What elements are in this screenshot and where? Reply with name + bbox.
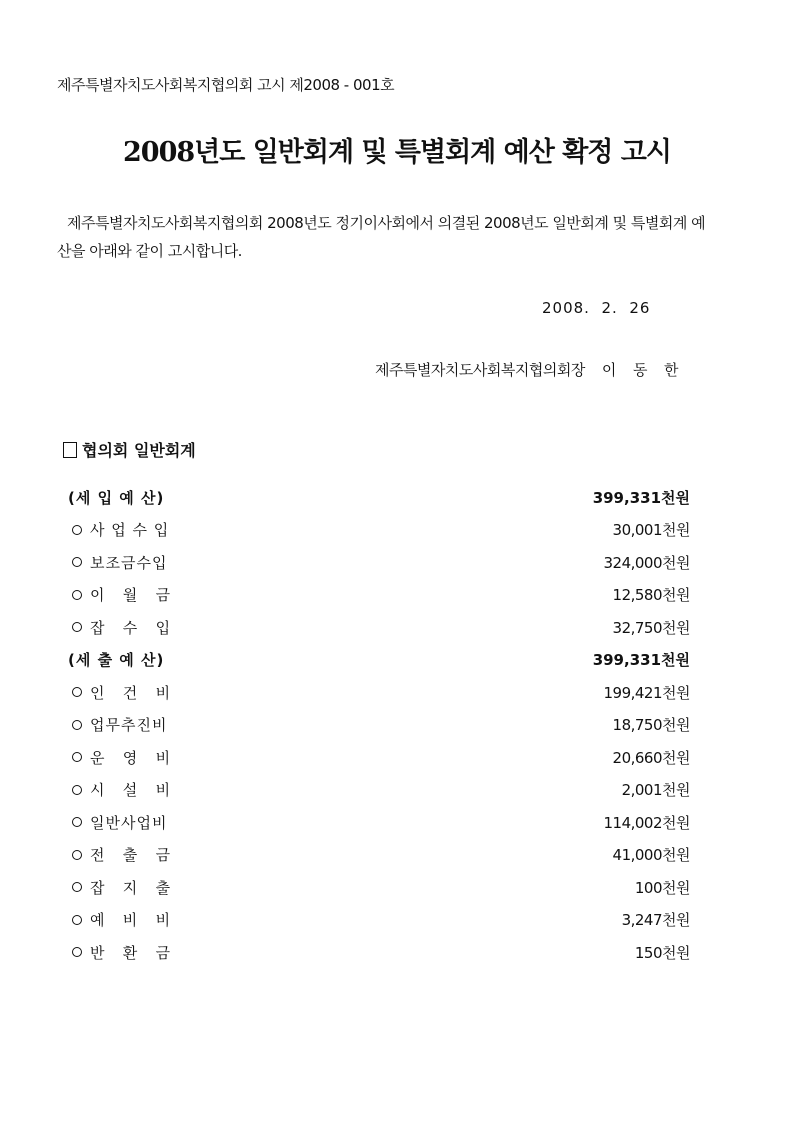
budget-row-label [68, 552, 167, 573]
budget-row-label [68, 682, 171, 703]
budget-row-label [68, 877, 171, 898]
budget-row [68, 611, 690, 644]
circle-bullet-icon [72, 720, 82, 730]
revenue-items [68, 514, 690, 644]
item-label: 전 출 금 [90, 846, 172, 865]
budget-row-label [68, 812, 167, 833]
budget-row [68, 546, 690, 579]
item-amount: 150천원 [634, 943, 690, 962]
item-label: 일반사업비 [90, 813, 168, 832]
item-amount: 114,002천원 [603, 813, 690, 832]
item-amount: 18,750천원 [612, 716, 690, 735]
expense-header-label: (세 출 예 산) [68, 651, 165, 670]
revenue-header-label: (세 입 예 산) [68, 488, 165, 507]
expense-total: 399,331천원 [592, 651, 690, 670]
item-amount: 12,580천원 [612, 586, 690, 605]
item-label: 보조금수입 [90, 553, 168, 572]
item-label: 업무추진비 [90, 716, 168, 735]
item-amount: 100천원 [634, 878, 690, 897]
item-label: 반 환 금 [90, 943, 172, 962]
budget-row-label [68, 747, 171, 768]
notice-number: 제주특별자치도사회복지협의회 고시 제2008 - 001호 [57, 76, 395, 94]
expense-items [68, 676, 690, 969]
budget-row-label [68, 844, 171, 865]
circle-bullet-icon [72, 687, 82, 697]
circle-bullet-icon [72, 525, 82, 535]
item-amount: 20,660천원 [612, 748, 690, 767]
budget-row [68, 904, 690, 937]
circle-bullet-icon [72, 850, 82, 860]
budget-row [68, 676, 690, 709]
notice-date: 2008. 2. 26 [542, 299, 651, 317]
item-label: 운 영 비 [90, 748, 172, 767]
item-amount: 2,001천원 [621, 781, 690, 800]
item-amount: 32,750천원 [612, 618, 690, 637]
page-title: 2008년도 일반회계 및 특별회계 예산 확정 고시 [123, 137, 671, 168]
item-label: 잡 지 출 [90, 878, 172, 897]
budget-row [68, 579, 690, 612]
signer: 제주특별자치도사회복지협의회장 이 동 한 [374, 361, 678, 379]
revenue-total: 399,331천원 [592, 488, 690, 507]
expense-header-row [68, 644, 690, 677]
budget-row [68, 774, 690, 807]
circle-bullet-icon [72, 947, 82, 957]
item-amount: 199,421천원 [603, 683, 690, 702]
checkbox-icon [63, 442, 77, 458]
section-heading [63, 438, 196, 461]
circle-bullet-icon [72, 622, 82, 632]
budget-row-label [68, 942, 171, 963]
circle-bullet-icon [72, 785, 82, 795]
notice-body: 제주특별자치도사회복지협의회 2008년도 정기이사회에서 의결된 2008년도 일반회계 및 특별회계 예산을 아래와 같이 고시합니다. [57, 214, 706, 260]
budget-row-label [68, 779, 171, 800]
circle-bullet-icon [72, 882, 82, 892]
budget-row [68, 806, 690, 839]
item-amount: 324,000천원 [603, 553, 690, 572]
circle-bullet-icon [72, 590, 82, 600]
item-label: 잡 수 입 [90, 618, 172, 637]
item-amount: 30,001천원 [612, 521, 690, 540]
budget-row-label [68, 617, 171, 638]
budget-table [68, 481, 690, 969]
budget-row [68, 871, 690, 904]
budget-row [68, 514, 690, 547]
budget-row-label [68, 909, 171, 930]
budget-row-label [68, 714, 167, 735]
budget-row [68, 936, 690, 969]
item-label: 시 설 비 [90, 781, 172, 800]
circle-bullet-icon [72, 817, 82, 827]
budget-row-label [68, 519, 169, 540]
budget-row [68, 741, 690, 774]
circle-bullet-icon [72, 915, 82, 925]
item-label: 이 월 금 [90, 586, 172, 605]
circle-bullet-icon [72, 557, 82, 567]
item-label: 인 건 비 [90, 683, 172, 702]
item-label: 사 업 수 입 [90, 521, 170, 540]
budget-row [68, 709, 690, 742]
circle-bullet-icon [72, 752, 82, 762]
item-amount: 3,247천원 [621, 911, 690, 930]
item-amount: 41,000천원 [612, 846, 690, 865]
section-title: 협의회 일반회계 [82, 441, 196, 460]
revenue-header-row [68, 481, 690, 514]
budget-row [68, 839, 690, 872]
budget-row-label [68, 584, 171, 605]
item-label: 예 비 비 [90, 911, 172, 930]
